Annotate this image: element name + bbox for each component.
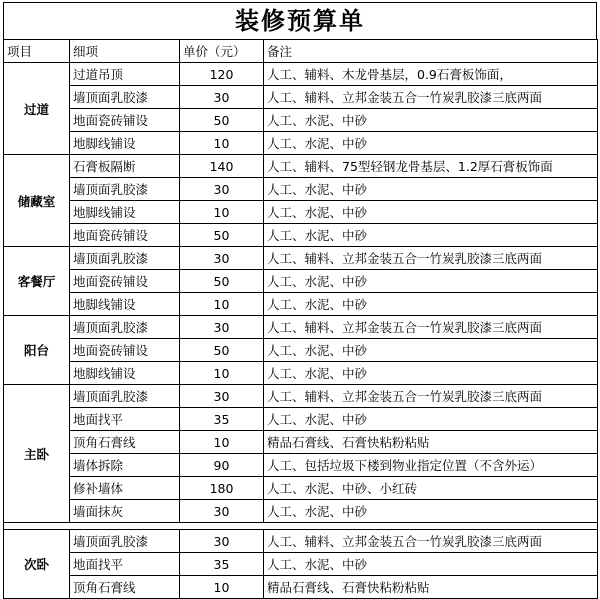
table-row	[4, 454, 598, 477]
price-cell: 35	[180, 553, 264, 576]
price-cell: 120	[180, 63, 264, 86]
price-cell: 10	[180, 201, 264, 224]
table-row	[4, 477, 598, 500]
note-cell: 人工、水泥、中砂	[264, 109, 598, 132]
table-row	[4, 576, 598, 599]
table-body	[4, 63, 598, 599]
note-cell: 人工、水泥、中砂	[264, 362, 598, 385]
item-cell: 墙顶面乳胶漆	[70, 530, 180, 553]
item-cell: 顶角石膏线	[70, 431, 180, 454]
room-cell: 阳台	[4, 316, 70, 385]
item-cell: 地脚线铺设	[70, 132, 180, 155]
note-cell: 人工、辅料、木龙骨基层，0.9石膏板饰面，	[264, 63, 598, 86]
price-cell: 90	[180, 454, 264, 477]
item-cell: 地面找平	[70, 553, 180, 576]
table-row	[4, 316, 598, 339]
item-cell: 地面瓷砖铺设	[70, 224, 180, 247]
item-cell: 墙面抹灰	[70, 500, 180, 523]
budget-table	[3, 39, 598, 599]
item-cell: 顶角石膏线	[70, 576, 180, 599]
price-cell: 30	[180, 316, 264, 339]
table-row	[4, 201, 598, 224]
price-cell: 10	[180, 576, 264, 599]
group-gap	[4, 523, 598, 530]
header-price: 单价（元）	[180, 40, 264, 63]
note-cell: 人工、水泥、中砂	[264, 270, 598, 293]
room-cell: 储藏室	[4, 155, 70, 247]
table-row	[4, 293, 598, 316]
table-row	[4, 224, 598, 247]
table-row	[4, 500, 598, 523]
item-cell: 地面找平	[70, 408, 180, 431]
item-cell: 墙顶面乳胶漆	[70, 316, 180, 339]
item-cell: 地脚线铺设	[70, 362, 180, 385]
price-cell: 10	[180, 293, 264, 316]
note-cell: 人工、水泥、中砂	[264, 201, 598, 224]
note-cell: 精品石膏线、石膏快粘粉粘贴	[264, 576, 598, 599]
header-row	[4, 40, 598, 63]
price-cell: 50	[180, 339, 264, 362]
table-row	[4, 155, 598, 178]
price-cell: 30	[180, 530, 264, 553]
price-cell: 30	[180, 86, 264, 109]
price-cell: 10	[180, 362, 264, 385]
note-cell: 人工、水泥、中砂	[264, 339, 598, 362]
table-row	[4, 408, 598, 431]
note-cell: 人工、水泥、中砂	[264, 132, 598, 155]
price-cell: 35	[180, 408, 264, 431]
price-cell: 50	[180, 270, 264, 293]
price-cell: 30	[180, 178, 264, 201]
item-cell: 地面瓷砖铺设	[70, 109, 180, 132]
note-cell: 人工、水泥、中砂	[264, 293, 598, 316]
note-cell: 人工、辅料、立邦金装五合一竹炭乳胶漆三底两面	[264, 316, 598, 339]
item-cell: 地脚线铺设	[70, 201, 180, 224]
table-row	[4, 530, 598, 553]
room-cell: 次卧	[4, 530, 70, 599]
note-cell: 人工、水泥、中砂	[264, 178, 598, 201]
room-cell: 主卧	[4, 385, 70, 523]
note-cell: 精品石膏线、石膏快粘粉粘贴	[264, 431, 598, 454]
gap-cell	[4, 523, 598, 530]
note-cell: 人工、水泥、中砂	[264, 500, 598, 523]
note-cell: 人工、辅料、75型轻钢龙骨基层、1.2厚石膏板饰面	[264, 155, 598, 178]
table-row	[4, 132, 598, 155]
note-cell: 人工、水泥、中砂	[264, 553, 598, 576]
table-row	[4, 109, 598, 132]
item-cell: 地脚线铺设	[70, 293, 180, 316]
item-cell: 墙顶面乳胶漆	[70, 385, 180, 408]
item-cell: 地面瓷砖铺设	[70, 339, 180, 362]
note-cell: 人工、水泥、中砂、小红砖	[264, 477, 598, 500]
price-cell: 50	[180, 109, 264, 132]
note-cell: 人工、辅料、立邦金装五合一竹炭乳胶漆三底两面	[264, 385, 598, 408]
room-cell: 过道	[4, 63, 70, 155]
note-cell: 人工、辅料、立邦金装五合一竹炭乳胶漆三底两面	[264, 86, 598, 109]
item-cell: 地面瓷砖铺设	[70, 270, 180, 293]
header-room: 项目	[4, 40, 70, 63]
price-cell: 10	[180, 132, 264, 155]
price-cell: 30	[180, 247, 264, 270]
table-row	[4, 362, 598, 385]
note-cell: 人工、水泥、中砂	[264, 224, 598, 247]
price-cell: 30	[180, 500, 264, 523]
price-cell: 50	[180, 224, 264, 247]
price-cell: 180	[180, 477, 264, 500]
item-cell: 墙顶面乳胶漆	[70, 178, 180, 201]
note-cell: 人工、包括垃圾下楼到物业指定位置（不含外运）	[264, 454, 598, 477]
budget-sheet	[3, 2, 597, 599]
note-cell: 人工、辅料、立邦金装五合一竹炭乳胶漆三底两面	[264, 530, 598, 553]
item-cell: 墙顶面乳胶漆	[70, 86, 180, 109]
table-row	[4, 339, 598, 362]
item-cell: 修补墙体	[70, 477, 180, 500]
price-cell: 10	[180, 431, 264, 454]
note-cell: 人工、辅料、立邦金装五合一竹炭乳胶漆三底两面	[264, 247, 598, 270]
price-cell: 140	[180, 155, 264, 178]
note-cell: 人工、水泥、中砂	[264, 408, 598, 431]
table-row	[4, 385, 598, 408]
table-row	[4, 270, 598, 293]
header-note: 备注	[264, 40, 598, 63]
room-cell: 客餐厅	[4, 247, 70, 316]
sheet-title: 装修预算单	[3, 2, 597, 39]
price-cell: 30	[180, 385, 264, 408]
header-item: 细项	[70, 40, 180, 63]
item-cell: 石膏板隔断	[70, 155, 180, 178]
table-row	[4, 553, 598, 576]
table-row	[4, 63, 598, 86]
table-row	[4, 431, 598, 454]
table-row	[4, 247, 598, 270]
item-cell: 墙顶面乳胶漆	[70, 247, 180, 270]
table-row	[4, 178, 598, 201]
item-cell: 墙体拆除	[70, 454, 180, 477]
item-cell: 过道吊顶	[70, 63, 180, 86]
table-row	[4, 86, 598, 109]
